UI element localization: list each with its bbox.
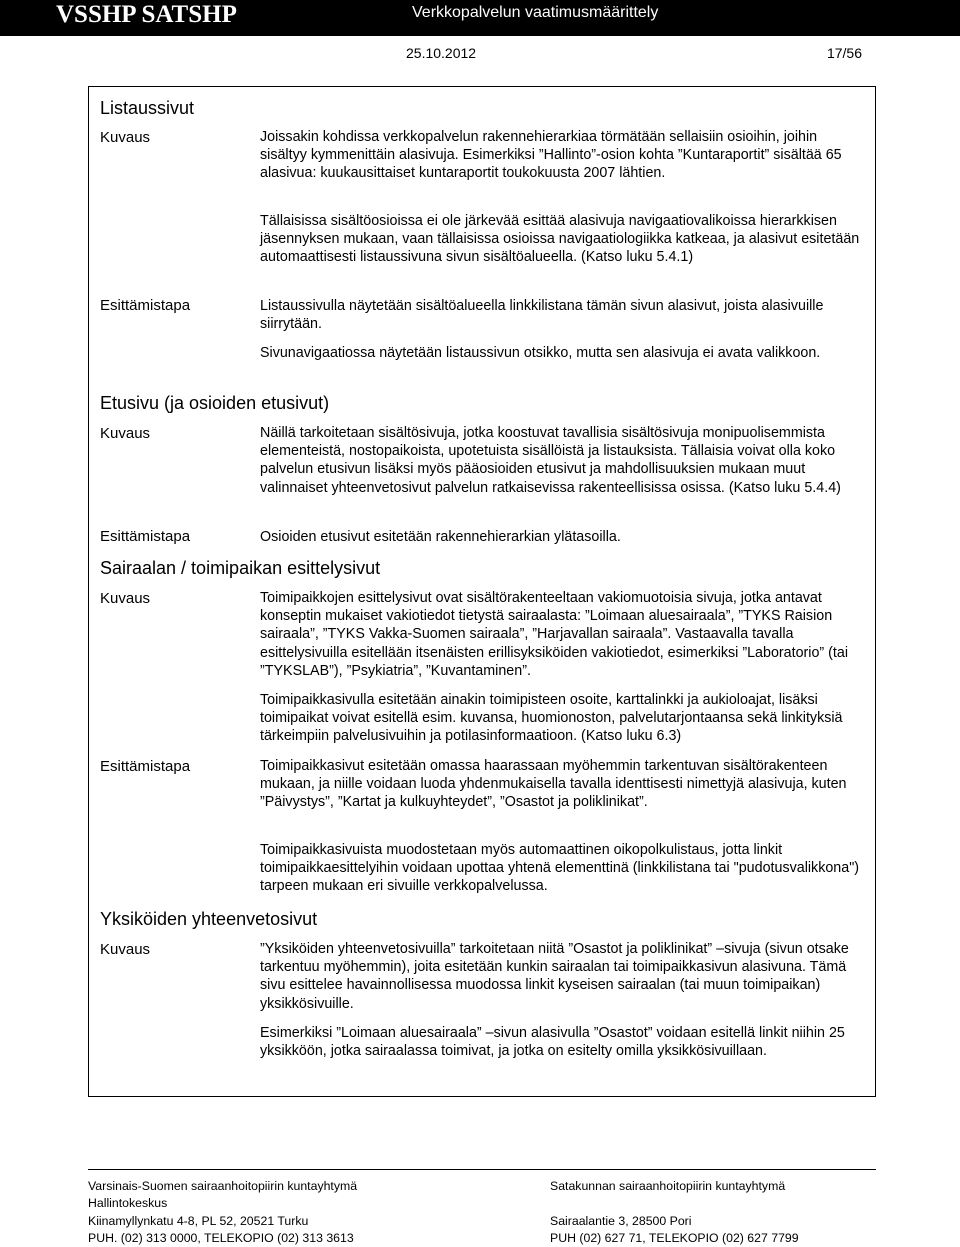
kuvaus-label: Kuvaus — [100, 425, 151, 442]
paragraph: Toimipaikkojen esittelysivut ovat sisältörakenteeltaan vakiomuotoisia sivuja, jotka antavat konseptin mukaiset vakiotiedot tietystä sairaalasta: ”Loimaan aluesairaala”, ”TYKS Raision sairaala”, ”TYKS Vakka-Suomen sairaala”, ”Harjavallan sairaala”. Vastaavalla tavalla esittelysivuilla esitellään itsenäisten erillisyksiköiden vakiotiedot, esimerkiksi ”Laboratorio” (tai ”TYKSLAB”), ”Psykiatria”, ”Kuvantaminen”. — [260, 590, 849, 679]
kuvaus-label: Kuvaus — [100, 129, 151, 146]
document-date: 25.10.2012 — [406, 45, 477, 61]
paragraph: Listaussivulla näytetään sisältöalueella linkkilistana tämän sivun alasivut, joista alasivuille siirrytään. — [260, 298, 824, 333]
kuvaus-text — [260, 424, 860, 497]
esittamistapa-text — [260, 297, 860, 333]
footer-right — [550, 1178, 799, 1247]
section-heading: Yksiköiden yhteenvetosivut — [100, 909, 318, 929]
esittamistapa-label: Esittämistapa — [100, 528, 191, 545]
paragraph: Toimipaikkasivulla esitetään ainakin toimipisteen osoite, karttalinkki ja aukioloajat, lisäksi toimipaikat voivat esitellä esim. kuvansa, huomionoston, palvelutarjontaansa sekä linkityksiä tärkeimpiin palvelusivuihin ja potilasinformaatioon. (Katso luku 6.3) — [260, 692, 843, 745]
footer-line: PUH (02) 627 71, TELEKOPIO (02) 627 7799 — [550, 1230, 799, 1245]
kuvaus-text — [260, 1024, 860, 1060]
esittamistapa-text — [260, 528, 860, 546]
esittamistapa-text — [260, 344, 860, 362]
esittamistapa-text — [260, 757, 860, 812]
kuvaus-text — [260, 589, 860, 680]
paragraph: Joissakin kohdissa verkkopalvelun rakennehierarkiaa törmätään sellaisiin osioihin, joihin sisältyy kymmenittäin alasivuja. Esimerkiksi ”Hallinto”-osion kohta ”Kuntaraportit” sisältää 65 alasivua: kuukausittaiset kuntaraportit toukokuusta 2007 lähtien. — [260, 129, 842, 182]
paragraph: Esimerkiksi ”Loimaan aluesairaala” –sivun alasivulla ”Osastot” voidaan esitellä linkit niihin 25 yksikköön, jotka sairaalassa toimivat, ja jotka on esitelty omilla yksikkösivuillaan. — [260, 1025, 845, 1060]
paragraph: Osioiden etusivut esitetään rakennehierarkian ylätasoilla. — [260, 529, 621, 545]
paragraph: ”Yksiköiden yhteenvetosivuilla” tarkoitetaan niitä ”Osastot ja poliklinikat” –sivuja (sivun otsake tarkentuu myöhemmin), joita esitetään kunkin sairaalan tai toimipaikkasivun alasivuna. Tämä sivu esittelee havainnollisessa muodossa linkit kyseisen sairaalan (tai muun toimipaikan) yksikkösivuille. — [260, 941, 849, 1012]
paragraph: Näillä tarkoitetaan sisältösivuja, jotka koostuvat tavallisia sisältösivuja monipuolisemmista elementeistä, nostopaikoista, upotetuista sisällöistä ja listauksista. Tällaisia voivat olla koko palvelun etusivun lisäksi myös pääosioiden etusivut ja mahdollisuuksien mukaan muut valinnaiset yhteenvetosivut palvelun ratkaisevissa rakenteellisissa osissa. (Katso luku 5.4.4) — [260, 425, 841, 496]
footer-line: Satakunnan sairaanhoitopiirin kuntayhtymä — [550, 1179, 786, 1193]
kuvaus-text — [260, 212, 860, 267]
section-heading: Listaussivut — [100, 98, 195, 118]
section-heading: Etusivu (ja osioiden etusivut) — [100, 393, 330, 413]
logo: VSSHP SATSHP — [56, 1, 237, 28]
paragraph: Toimipaikkasivuista muodostetaan myös automaattinen oikopolkulistaus, jotta linkit toimipaikkaesittelyihin voidaan upottaa yhtenä elementtinä (linkkilistana tai "pudotusvalikkona") tarpeen mukaan eri sivuille verkkopalvelussa. — [260, 842, 860, 895]
paragraph: Sivunavigaatiossa näytetään listaussivun otsikko, mutta sen alasivuja ei avata valikkoon. — [260, 345, 821, 361]
footer-line: Sairaalantie 3, 28500 Pori — [550, 1213, 692, 1228]
footer-line: Hallintokeskus — [88, 1196, 168, 1211]
kuvaus-label: Kuvaus — [100, 590, 151, 607]
esittamistapa-text — [260, 841, 860, 896]
kuvaus-text — [260, 128, 860, 183]
footer-line — [550, 1195, 799, 1212]
paragraph: Toimipaikkasivut esitetään omassa haarassaan myöhemmin tarkentuvan sisältörakenteen mukaan, ja niille voidaan luoda yhdenmukaisella tavalla identtisesti nimettyjä alasivuja, kuten ”Päivystys”, ”Kartat ja kulkuyhteydet”, ”Osastot ja poliklinikat”. — [260, 758, 847, 811]
footer-line: PUH. (02) 313 0000, TELEKOPIO (02) 313 3613 — [88, 1230, 354, 1245]
footer-divider — [88, 1169, 876, 1170]
footer-line: Kiinamyllynkatu 4-8, PL 52, 20521 Turku — [88, 1213, 309, 1228]
paragraph: Tällaisissa sisältöosioissa ei ole järkevää esittää alasivuja navigaatiovalikoissa hierarkkisen jäsennyksen mukaan, vaan tällaisissa osioissa navigaatiologiikka katkeaa, ja alasivut esitetään automaattisesti listaussivuna sivun sisältöalueella. (Katso luku 5.4.1) — [260, 213, 860, 266]
document-title: Verkkopalvelun vaatimusmäärittely — [412, 4, 659, 21]
esittamistapa-label: Esittämistapa — [100, 297, 191, 314]
kuvaus-text — [260, 940, 860, 1013]
footer-line: Varsinais-Suomen sairaanhoitopiirin kuntayhtymä — [88, 1179, 358, 1193]
section-heading: Sairaalan / toimipaikan esittelysivut — [100, 558, 381, 578]
kuvaus-text — [260, 691, 860, 746]
page-number: 17/56 — [826, 45, 862, 61]
footer-left — [88, 1178, 357, 1247]
kuvaus-label: Kuvaus — [100, 941, 151, 958]
esittamistapa-label: Esittämistapa — [100, 758, 191, 775]
